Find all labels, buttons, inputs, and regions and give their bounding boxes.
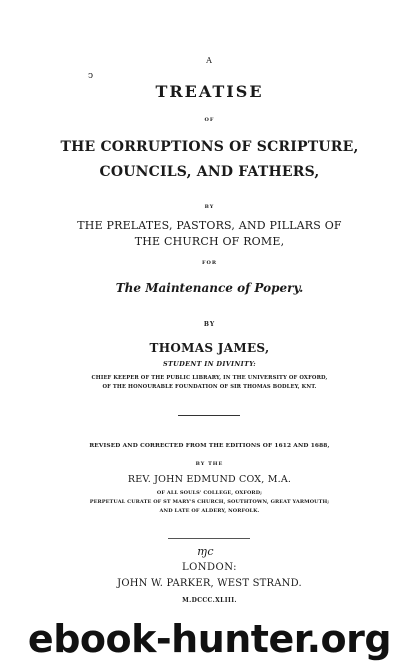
editor-line-1: OF ALL SOULS' COLLEGE, OXFORD; xyxy=(156,490,263,496)
article-a: A xyxy=(206,56,213,65)
connector-for: FOR xyxy=(201,260,218,266)
connector-of: OF xyxy=(204,117,215,123)
subtitle-church: THE CHURCH OF ROME, xyxy=(134,235,285,248)
divider-rule xyxy=(178,415,240,416)
editor-line-3: AND LATE OF ALDERY, NORFOLK. xyxy=(159,508,260,514)
connector-by: BY xyxy=(204,204,215,210)
imprint-publisher: JOHN W. PARKER, WEST STRAND. xyxy=(117,578,302,589)
connector-by-the: BY THE xyxy=(195,461,224,467)
handwritten-mark: ɱc xyxy=(197,545,214,558)
main-title: TREATISE xyxy=(155,82,264,101)
subtitle-councils: COUNCILS, AND FATHERS, xyxy=(99,164,320,180)
watermark-text: ebook-hunter.org xyxy=(27,617,392,661)
author-role-line-1: CHIEF KEEPER OF THE PUBLIC LIBRARY, IN THE UNIVERSITY OF OXFORD, xyxy=(91,375,328,381)
imprint-place: LONDON: xyxy=(181,562,238,573)
subtitle-popery: The Maintenance of Popery. xyxy=(115,281,304,295)
editor-name: REV. JOHN EDMUND COX, M.A. xyxy=(127,474,292,485)
editor-line-2: PERPETUAL CURATE OF ST MARY'S CHURCH, SOUTHTOWN, GREAT YARMOUTH; xyxy=(89,499,330,505)
author-title: STUDENT IN DIVINITY: xyxy=(163,360,256,368)
revised-line: REVISED AND CORRECTED FROM THE EDITIONS OF 1612 AND 1688, xyxy=(89,443,330,449)
subtitle-prelates: THE PRELATES, PASTORS, AND PILLARS OF xyxy=(77,219,342,232)
imprint-rule xyxy=(168,538,250,539)
imprint-year: M.DCCC.XLIII. xyxy=(182,597,237,604)
author-role-line-2: OF THE HONOURABLE FOUNDATION OF SIR THOMAS BODLEY, KNT. xyxy=(102,384,317,390)
subtitle-corruptions: THE CORRUPTIONS OF SCRIPTURE, xyxy=(60,139,359,155)
author-name: THOMAS JAMES, xyxy=(149,341,270,355)
margin-mark: ↄ xyxy=(88,71,94,81)
connector-by-author: BY xyxy=(203,321,216,328)
